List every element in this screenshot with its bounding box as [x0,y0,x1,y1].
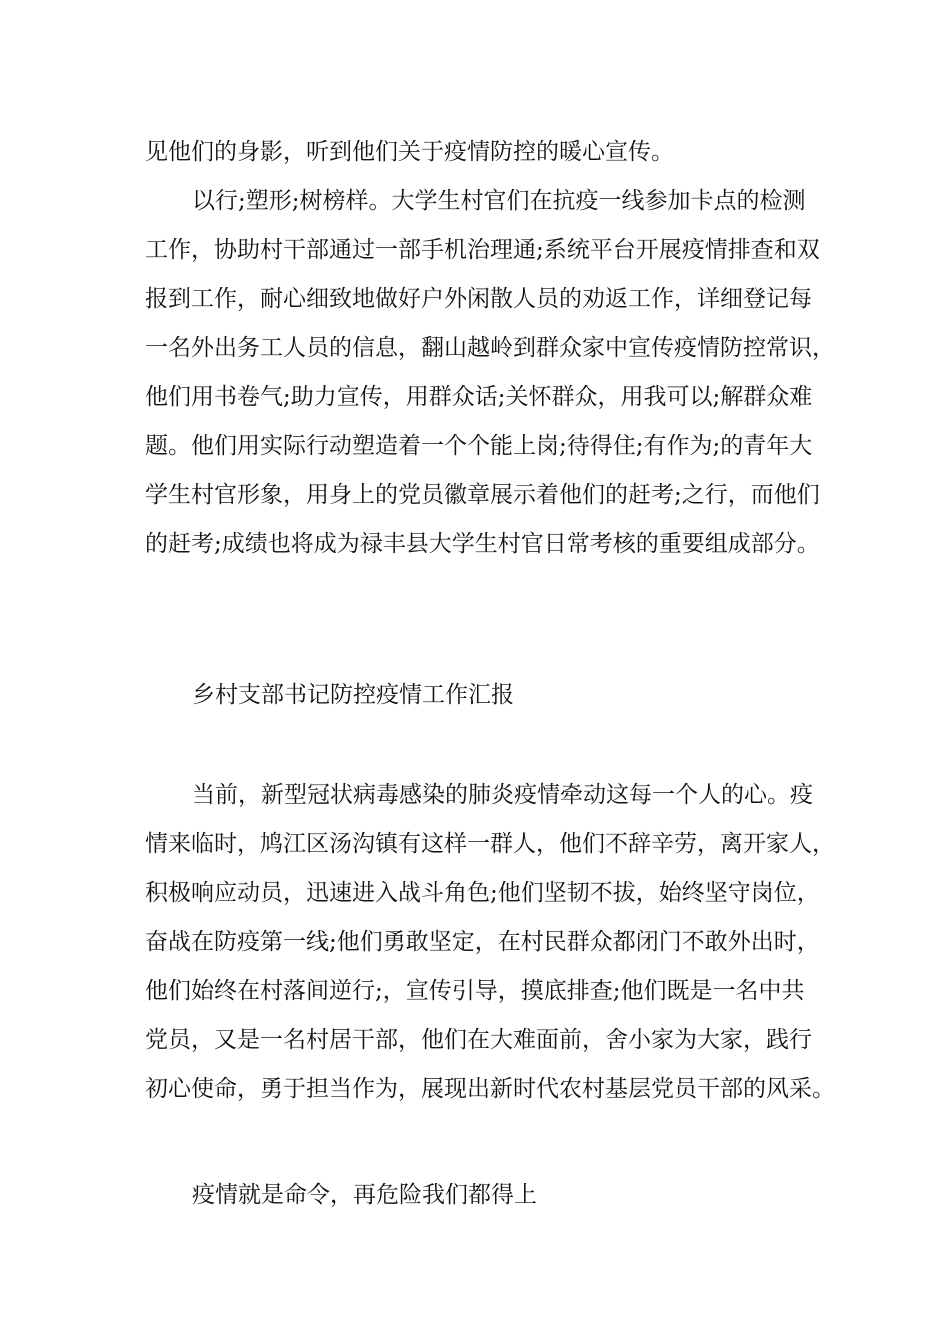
body-line: 积极响应动员，迅速进入战斗角色;他们坚韧不拔，始终坚守岗位， [145,880,820,906]
body-line: 初心使命，勇于担当作为，展现出新时代农村基层党员干部的风采。 [145,1076,835,1102]
body-line: 的赶考;成绩也将成为禄丰县大学生村官日常考核的重要组成部分。 [145,531,820,557]
body-line: 工作，协助村干部通过一部手机治理通;系统平台开展疫情排查和双 [145,237,820,263]
body-line: 以行;塑形;树榜样。大学生村官们在抗疫一线参加卡点的检测 [192,188,806,214]
body-line: 奋战在防疫第一线;他们勇敢坚定，在村民群众都闭门不敢外出时， [145,929,820,955]
section-heading: 乡村支部书记防控疫情工作汇报 [192,682,514,708]
paragraph-continued-line: 见他们的身影，听到他们关于疫情防控的暖心宣传。 [145,139,674,165]
body-line: 情来临时，鸠江区汤沟镇有这样一群人，他们不辞辛劳，离开家人， [145,831,835,857]
body-line: 当前，新型冠状病毒感染的肺炎疫情牵动这每一个人的心。疫 [192,782,813,808]
body-line: 一名外出务工人员的信息，翻山越岭到群众家中宣传疫情防控常识， [145,335,835,361]
body-line: 学生村官形象，用身上的党员徽章展示着他们的赶考;之行，而他们 [145,482,820,508]
body-line: 报到工作，耐心细致地做好户外闲散人员的劝返工作，详细登记每 [145,286,812,312]
body-line: 他们始终在村落间逆行;，宣传引导，摸底排查;他们既是一名中共 [145,978,805,1004]
body-line: 他们用书卷气;助力宣传，用群众话;关怀群众，用我可以;解群众难 [145,384,813,410]
body-line: 党员，又是一名村居干部，他们在大难面前，舍小家为大家，践行 [145,1027,812,1053]
body-line: 题。他们用实际行动塑造着一个个能上岗;待得住;有作为;的青年大 [145,433,813,459]
subheading: 疫情就是命令，再危险我们都得上 [192,1182,537,1208]
